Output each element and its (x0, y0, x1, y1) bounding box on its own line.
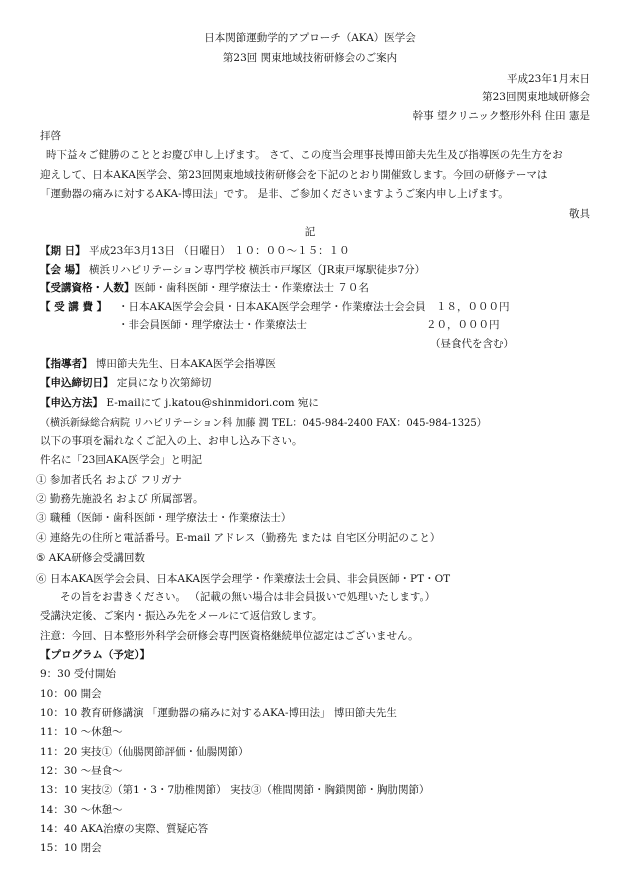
deadline (40, 375, 211, 390)
program-time: 14：30 (40, 804, 78, 816)
instructor-text: 博田節夫先生、日本AKA医学会指導医 (95, 358, 276, 370)
method-text: E-mailにて j.katou@shinmidori.com 宛に (106, 397, 319, 409)
fee-label: 【 受 講 費 】 (40, 301, 108, 313)
date: 平成23年1月末日 (506, 73, 590, 85)
program-text: 閉会 (80, 842, 102, 854)
program-item (40, 782, 429, 797)
body-line-3: 「運動器の痛みに対するAKA-博田法」です。 是非、ご参加くださいますようご案内申し上げます。 (40, 188, 509, 200)
note-2: 注意：今回、日本整形外科学会研修会専門医資格継続単位認定はございません。 (40, 630, 419, 642)
item-3: ③ 職種（医師・歯科医師・理学療法士・作業療法士） (36, 512, 292, 524)
detail-date-text: 平成23年3月13日 （日曜日） １０：００～１５：１０ (89, 245, 350, 257)
instructor (40, 356, 276, 371)
program-text: 受付開始 (73, 668, 116, 680)
program-item (40, 802, 123, 817)
detail-venue-label: 【会 場】 (40, 264, 86, 276)
program-text: AKA治療の実際、質疑応答 (80, 823, 209, 835)
secretary: 幹事 望クリニック整形外科 住田 憲是 (412, 110, 590, 122)
detail-eligibility-label: 【受講資格・人数】 (40, 282, 135, 294)
program-text: ～休憩～ (80, 804, 123, 816)
program-header: 【プログラム（予定）】 (40, 649, 151, 661)
program-time: 11：10 (40, 726, 78, 738)
program-item (40, 763, 123, 778)
program-item (40, 724, 123, 739)
detail-eligibility-text: 医師・歯科医師・理学療法士・作業療法士 ７０名 (134, 282, 369, 294)
program-time: 9：30 (40, 668, 71, 680)
note-1: 受講決定後、ご案内・振込み先をメールにて返信致します。 (40, 610, 323, 622)
body-line-2: 迎えして、日本AKA医学会、第23回関東地域技術研修会を下記のとおり開催致します。今回の研修テーマは (40, 169, 548, 181)
detail-eligibility (40, 280, 369, 295)
detail-date-label: 【期 日】 (40, 245, 86, 257)
program-text: 実技①（仙腸関節評価・仙腸関節） (80, 746, 249, 758)
detail-date (40, 243, 350, 258)
fee-lunch-note: （昼食代を含む） (430, 338, 514, 350)
item-1: ① 参加者氏名 および フリガナ (36, 474, 182, 486)
program-item (40, 666, 116, 681)
detail-venue-text: 横浜リハビリテーション専門学校 横浜市戸塚区（JR東戸塚駅徒歩7分） (89, 264, 426, 276)
program-time: 14：40 (40, 823, 78, 835)
program-text: ～昼食～ (80, 765, 123, 777)
item-5: ⑤ AKA研修会受講回数 (36, 552, 145, 564)
contact: （横浜新緑総合病院 リハビリテーション科 加藤 潤 TEL：045-984-2400 FAX：045-984-1325） (40, 418, 487, 429)
deadline-text: 定員になり次第締切 (116, 377, 212, 389)
program-text: 開会 (80, 688, 102, 700)
salutation: 拝啓 (40, 130, 61, 142)
program-time: 13：10 (40, 784, 78, 796)
program-time: 10：00 (40, 688, 78, 700)
fee-row1-amount: １８，０００円 (436, 301, 510, 313)
program-item (40, 840, 102, 855)
title-line2: 第23回 関東地域技術研修会のご案内 (222, 52, 398, 64)
fee-row1-text: ・日本AKA医学会会員・日本AKA医学会理学・作業療法士会会員 (118, 301, 426, 313)
organizer: 第23回関東地域研修会 (482, 91, 590, 103)
program-time: 11：20 (40, 746, 78, 758)
program-text: 教育研修講演 「運動器の痛みに対するAKA-博田法」 博田節夫先生 (80, 707, 397, 719)
item-4: ④ 連絡先の住所と電話番号。E-mail アドレス（勤務先 または 自宅区分明記のこと） (36, 532, 441, 544)
instruction-2: 件名に「23回AKA医学会」と明記 (40, 454, 202, 466)
program-text: ～休憩～ (80, 726, 123, 738)
fee-row2-text: ・非会員医師・理学療法士・作業療法士 (118, 319, 307, 331)
program-item (40, 744, 249, 759)
ki-heading: 記 (304, 226, 316, 238)
item-6-continued: その旨をお書きください。 （記載の無い場合は非会員扱いで処理いたします。） (60, 591, 436, 603)
program-time: 10：10 (40, 707, 78, 719)
title-line1: 日本関節運動学的アプローチ（AKA）医学会 (204, 32, 416, 44)
item-6: ⑥ 日本AKA医学会会員、日本AKA医学会理学・作業療法士会員、非会員医師・PT・OT (36, 573, 451, 585)
fee-row2-amount: ２０，０００円 (426, 319, 500, 331)
program-item (40, 705, 397, 720)
program-time: 12：30 (40, 765, 78, 777)
deadline-label: 【申込締切日】 (40, 377, 114, 389)
program-time: 15：10 (40, 842, 78, 854)
instruction-1: 以下の事項を漏れなくご記入の上、お申し込み下さい。 (40, 435, 303, 447)
closing: 敬具 (569, 208, 590, 220)
method-label: 【申込方法】 (40, 397, 103, 409)
method (40, 395, 319, 410)
instructor-label: 【指導者】 (40, 358, 93, 370)
body-line-1: 時下益々ご健勝のこととお慶び申し上げます。 さて、この度当会理事長博田節夫先生及び指導医の先生方をお (46, 149, 563, 161)
item-2: ② 勤務先施設名 および 所属部署。 (36, 493, 204, 505)
program-item (40, 686, 102, 701)
program-text: 実技②（第1・3・7肋椎関節） 実技③（椎間関節・胸鎖関節・胸肋関節） (80, 784, 430, 796)
detail-venue (40, 262, 425, 277)
program-item (40, 821, 208, 836)
